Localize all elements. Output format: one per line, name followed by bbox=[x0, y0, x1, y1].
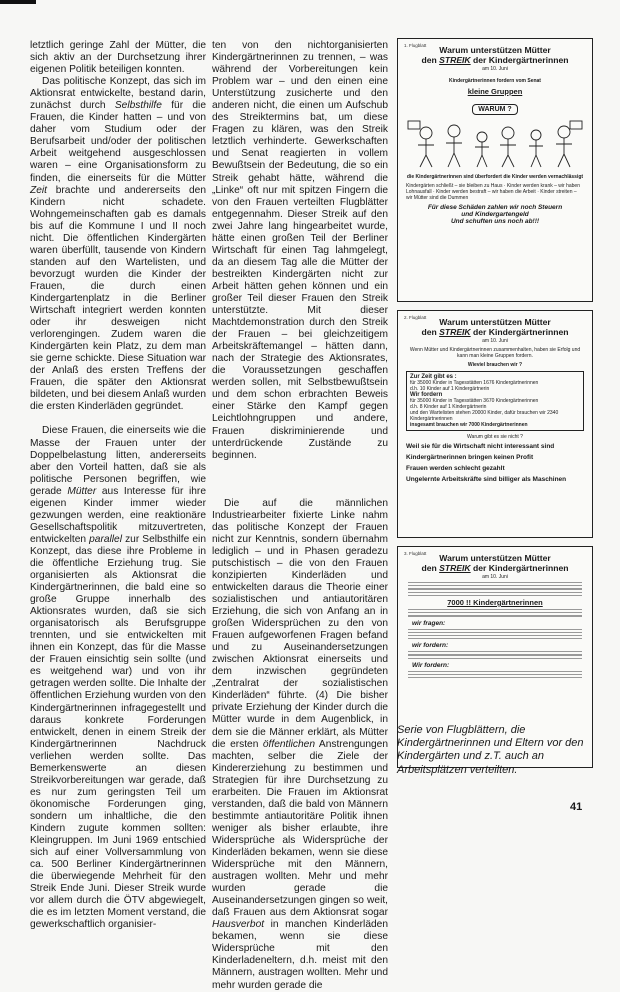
flyer-bold: Weil sie für die Wirtschaft nicht interessant sind bbox=[406, 443, 555, 450]
flyer-warum-bubble: WARUM ? bbox=[472, 104, 517, 115]
flyer-bold: Frauen werden schlecht gezahlt bbox=[406, 465, 505, 472]
flyer-bottom: und Kindergartengeld bbox=[461, 211, 529, 218]
flyer-heading: Warum unterstützen Mütter bbox=[439, 45, 551, 55]
flyer-section-heading: wir fragen: bbox=[412, 619, 446, 627]
flyer-bold: Ungelernte Arbeitskräfte sind billiger als Maschinen bbox=[406, 476, 567, 483]
top-edge-mark bbox=[0, 0, 36, 4]
cartoon-illustration bbox=[406, 119, 584, 171]
page-number: 41 bbox=[570, 801, 583, 813]
paragraph: Die auf die männlichen Industriearbeiter fixierte Linke nahm das politische Konzept der Frauen nicht zur Kenntnis, sondern übernahm lediglich – und in Phasen geradezu putschistisch – die von den Frauen konzipierten Kinderläden und entwickelten daraus die Theorie einer sozialistischen und antiautoritären Erziehung, die sich von Anfang an in großen Widersprüchen zu den von Frauen aufgeworfenen Fragen befand und zu Auseinandersetzungen zwischen Aktionsrat einerseits und dem inzwischen gegründeten „Zentralrat der sozialistischen Kinderläden“ führte. (4) Die bisher private Erziehung der Kinder durch die Mütter wurde in dem Augenblick, in dem sie die Männer erklärt, als Mütter die ersten öffentlichen Anstrengungen machten, selber die Ziele der Kindererziehung zu bestimmen und Strategien für ihre Durchsetzung zu erarbeiten. Die Frauen im Aktionsrat verstanden, daß die bald von Männern bestimmte antiautoritäre Politik ihnen weniger als bisher erlaubte, ihre Widersprüche als Widersprüche der Kinderläden bekamen, wenn sie diese Widersprüche mit den Männern, austragen wollten. Mehr und mehr wurden gerade die Auseinandersetzungen gingen so weit, daß Frauen aus dem Aktionsrat sogar Hausverbot in manchen Kinderläden bekamen, wenn sie diese Widersprüche mit den Kinderladeneltern, d.h. meist mit den Männern, austragen wollten. Mehr und mehr wurden gerade die bbox=[212, 497, 389, 991]
flyer-section-heading: Wir fordern: bbox=[412, 661, 450, 669]
flyer-question: Warum gibt es sie nicht ? bbox=[467, 434, 523, 440]
flyer-heading: Warum unterstützen Mütter bbox=[439, 553, 551, 563]
flyer-subtitle: die Kindergärtnerinnen sind überfordert die Kinder werden vernachlässigt bbox=[406, 174, 584, 180]
flyer-bottom: Und schuften uns noch ab!!! bbox=[450, 218, 540, 225]
illegible-text-block bbox=[408, 671, 582, 679]
flyer-heading-2: den STREIK der Kindergärtnerinnen bbox=[421, 327, 569, 337]
flyer-heading-2: den STREIK der Kindergärtnerinnen bbox=[421, 563, 569, 573]
flyer-date: am 10. Juni bbox=[482, 574, 508, 580]
paragraph: ten von den nichtorganisierten Kindergärtnerinnen zu trennen, – was während der Vorbereitungen kein Problem war – und den einen eine Unterstützung zusicherte und den anderen nicht, die einen um Aufschub des Streiktermins bat, um diese Fragen zu klären, was den Streik letztlich verhinderte. Gewerkschaften und Senat reagierten in vollem Bewußtsein der Bedeutung, die so ein Streik gehabt hätte, während die „Linke“ oft nur mit spitzen Fingern die von den Frauen verteilten Flugblätter entgegennahm. Dieser Streik auf den zwei Jahre lang hingearbeitet wurde, hätte einen großen Teil der Berliner Wirtschaft für einen Tag lahmgelegt, da an diesem Tag alle die Mütter der bestreikten Kindergärten nicht zur Arbeit hätten gehen können und ein großer Teil dieser Frauen den Streik unterstützte. Mit dieser Machtdemonstration durch den Streik der Frauen – bei gleichzeitigem Arbeitskräftemangel – hätten dann, nach der Strategie des Aktionsrates, die Voraussetzungen geschaffen werden sollen, mit Selbstbewußtsein und dem schon erbrachten Beweis einer Stärke den Kampf gegen Leichtlohngruppen und andere, Frauen diskriminierende und unterdrückende Zustände zu beginnen. bbox=[212, 40, 388, 461]
flyer-question: Wieviel brauchen wir ? bbox=[467, 362, 523, 368]
flyer-list: Kindergärten schließt – sie bleiben zu Haus · Kinder werden krank – wir haben Lohnausfall · Kinder werden bestraft – wir haben die Arbeit · Kinder streiten – wir Mütter sind die Dummen bbox=[406, 183, 580, 201]
flyer-heading: Warum unterstützen Mütter bbox=[439, 317, 551, 327]
paragraph: Diese Frauen, die einerseits wie die Masse der Frauen unter der Doppelbelastung litten, andererseits aber den Vorteil hatten, daß sie als politische Personen begriffen, wie gerade Mütter aus Interesse für ihre eigenen Kinder immer wieder gezwungen werden, eine reaktionäre Gesellschaftspolitik mitzuvertreten, entwickelten parallel zur Selbsthilfe ein Konzept, das diese ihre Probleme in die öffentliche Erziehung trug. Sie organisierten als Aktionsrat die Kindergärtnerinnen, die bald eine so große Gruppe innerhalb des Aktionsrates wurden, daß sie sich organisatorisch als Berufsgruppe trennten, und sie entwickelten mit ihnen ein Konzept, das für die Masse der Frauen einsichtig sein sollte (und es weitgehend war) und von ihr getragen werden sollte. Die Inhalte der öffentlichen Erziehung wurden von den Kindergärtnerinnen infragegestellt und daraus konkrete Forderungen entwickelt, denen in einem Streik der Kindergärtnerinnen Nachdruck verliehen werden sollte. Das Bemerkenswerte an diesen Streikvorbereitungen war gerade, daß es nur zum geringsten Teil um ökonomische Forderungen ging, sondern um inhaltliche, die den Kindern zugute kommen sollten: Kleingruppen. Im Juni 1969 entschied sich auf einer Vollversammlung von ca. 500 Berliner Kindergärtnerinnen die überwiegende Mehrheit für den Streik Ende Juni. Dieser Streik wurde vor allem durch die ÖTV abgewiegelt, die es im letzten Moment verstand, die gewerkschaftlich organisier- bbox=[30, 425, 206, 931]
flyer-series bbox=[397, 38, 593, 768]
illegible-text-block bbox=[408, 629, 582, 640]
flyer-date: am 10. Juni bbox=[482, 66, 508, 72]
illegible-text-block bbox=[408, 582, 582, 596]
cartoon-drawing bbox=[406, 119, 586, 171]
text-column-middle bbox=[212, 40, 388, 992]
flyer-intro: Wenn Mütter und Kindergärtnerinnen zusammenhalten, haben sie Erfolg und kann man kleine Gruppen fordern. bbox=[409, 347, 581, 359]
flyer-2 bbox=[397, 310, 593, 538]
flyer-number: 3. Flugblatt bbox=[404, 551, 427, 556]
flyer-bold: Kindergärtnerinnen bringen keinen Profit bbox=[406, 454, 534, 461]
flyer-1 bbox=[397, 38, 593, 302]
illegible-text-block bbox=[408, 609, 582, 617]
paragraph: letztlich geringe Zahl der Mütter, die sich aktiv an der Durchsetzung ihrer eigenen Politik beteiligen konnten. bbox=[30, 40, 206, 76]
text-column-left bbox=[30, 40, 206, 931]
flyer-figures-box: Zur Zeit gibt es : für 35000 Kinder in Tagesstätten 1676 Kindergärtnerinnen d.h. 10 Kinder auf 1 Kindergärtnerin Wir fordern für 35000 Kinder in Tagesstätten 3670 Kindergärtnerinnen d.h. 8 Kinder auf 1 Kindergärtnerin und den Wartelisten stehen 20000 Kinder, dafür brauchen wir 2340 Kindergärtnerinnen insgesamt brauchen wir 7000 Kindergärtnerinnen bbox=[406, 371, 584, 431]
flyer-big-number: 7000 !! Kindergärtnerinnen bbox=[447, 597, 543, 607]
illegible-text-block bbox=[408, 651, 582, 659]
flyer-number: 2. Flugblatt bbox=[404, 315, 427, 320]
flyer-heading-2: den STREIK der Kindergärtnerinnen bbox=[421, 55, 569, 65]
flyer-bottom: Für diese Schäden zahlen wir noch Steuern bbox=[427, 204, 563, 211]
flyer-demand: Kindergärtnerinnen fordern vom Senat bbox=[449, 78, 541, 84]
flyer-date: am 10. Juni bbox=[482, 338, 508, 344]
flyer-demand-big: kleine Gruppen bbox=[467, 87, 523, 96]
flyer-section-heading: wir fordern: bbox=[412, 642, 449, 650]
flyer-number: 1. Flugblatt bbox=[404, 43, 427, 48]
paragraph: Das politische Konzept, das sich im Aktionsrat entwickelte, bestand darin, zunächst durch Selbsthilfe für die Frauen, die Kinder hatten – und von daher vom Studium oder der Berufsarbeit und/oder der politischen Arbeit weitgehend ausgeschlossen waren – eine Organisationsform zu finden, die einerseits für die Mütter Zeit brachte und andererseits den Kindern nicht schadete. Wohngemeinschaften gab es damals bis auf die Kommune I und II noch nicht. Die öffentlichen Kindergärten waren überfüllt, tausende von Kindern standen auf den Wartelisten, und bevorzugt wurden die Kinder der Frauen, die durch einen Kindergartenplatz in die Berliner Wirtschaft integriert werden konnten oder ihr desweigen nicht verlorengingen. Zudem waren die Kindergärten kein Platz, zu dem man sie gerne schickte. Diese Situation war der Anlaß des ersten Treffens der Frauen, die später den Aktionsrat bildeten, und bei diesem Anlaß wurden die ersten Kinderläden gegründet. bbox=[30, 76, 206, 413]
figure-caption: Serie von Flugblättern, die Kindergärtnerinnen und Eltern vor den Kindergärten und z.T. auch an Arbeitsplätzen verteilten. bbox=[397, 724, 584, 776]
